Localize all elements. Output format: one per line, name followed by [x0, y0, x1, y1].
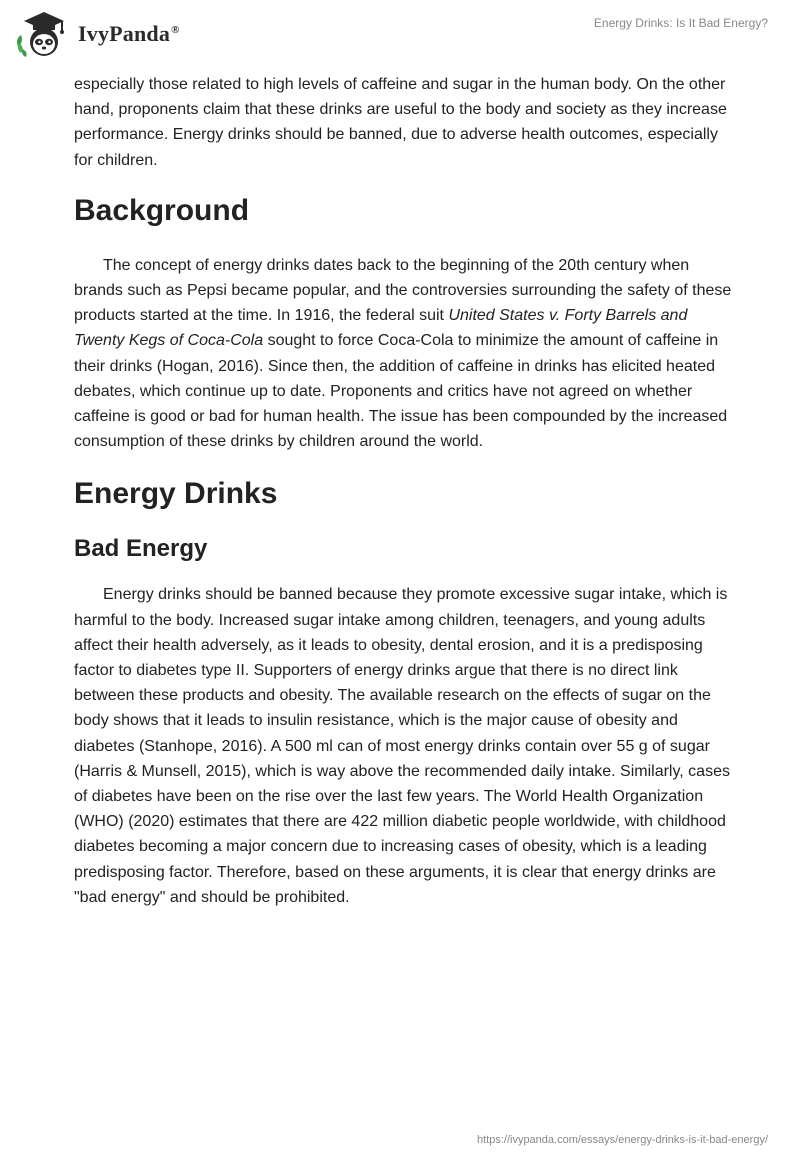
- brand-name: IvyPanda®: [78, 21, 180, 46]
- page-header: [0, 0, 800, 70]
- essay-body: [74, 70, 734, 910]
- case-name: United States v. Forty Barrels and Twenty Kegs of Coca-Cola: [74, 307, 688, 350]
- ivypanda-logo[interactable]: [14, 8, 180, 60]
- bad-energy-heading: Bad Energy: [74, 535, 208, 563]
- background-paragraph: The concept of energy drinks dates back to the beginning of the 20th century when brands such as Pepsi became popular, and the controversies surrounding the safety of these products started at the time. In 1916, the federal suit United States v. Forty Barrels and Twenty Kegs of Coca-Cola sought to force Coca-Cola to minimize the amount of caffeine in their drinks (Hogan, 2016). Since then, the addition of caffeine in drinks has elicited heated debates, which continue up to date. Proponents and critics have not agreed on whether caffeine is good or bad for human health. The issue has been compounded by the increased consumption of these drinks by children around the world.: [74, 256, 732, 451]
- bad-energy-paragraph: Energy drinks should be banned because they promote excessive sugar intake, which is harmful to the body. Increased sugar intake among children, teenagers, and young adults affect their health adversely, as it leads to obesity, dental erosion, and it is a predisposing factor to diabetes type II. Supporters of energy drinks argue that there is no direct link between these products and obesity. The available research on the effects of sugar on the body shows that it leads to insulin resistance, which is the major cause of obesity and diabetes (Stanhope, 2016). A 500 ml can of most energy drinks contain over 55 g of sugar (Harris & Munsell, 2015), which is way above the recommended daily intake. Similarly, cases of diabetes have been on the rise over the last few years. The World Health Organization (WHO) (2020) estimates that there are 422 million diabetic people worldwide, with childhood diabetes becoming a major concern due to increasing cases of obesity, which is a leading predisposing factor. Therefore, based on these arguments, it is clear that energy drinks are "bad energy" and should be prohibited.: [74, 586, 730, 906]
- intro-paragraph: especially those related to high levels of caffeine and sugar in the human body. On the other hand, proponents claim that these drinks are useful to the body and society as they increase performance. Energy drinks should be banned, due to adverse health outcomes, especially for children.: [74, 76, 727, 169]
- panda-logo-icon: [14, 9, 72, 59]
- footer-url[interactable]: https://ivypanda.com/essays/energy-drinks-is-it-bad-energy/: [476, 1134, 768, 1146]
- energy-drinks-heading: Energy Drinks: [74, 477, 278, 511]
- document-title: Energy Drinks: Is It Bad Energy?: [593, 16, 768, 30]
- background-heading: Background: [74, 193, 250, 227]
